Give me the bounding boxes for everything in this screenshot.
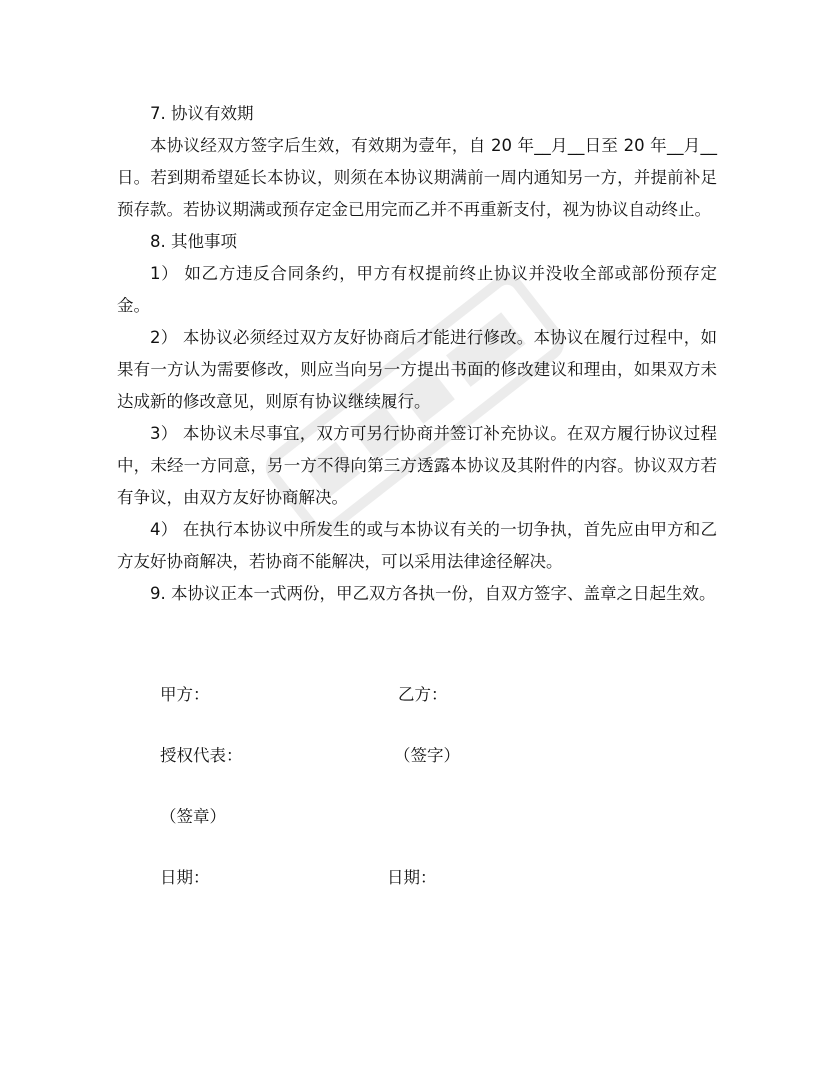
other-item-3: 3） 本协议未尽事宜，双方可另行协商并签订补充协议。在双方履行协议过程中，未经一方同意，另一方不得向第三方透露本协议及其附件的内容。协议双方若有争议，由双方友好协商解决。 [117, 424, 717, 507]
document-body [117, 98, 717, 610]
party-b-label: 乙方： [398, 685, 448, 704]
sign-label: （签字） [394, 746, 460, 765]
other-item-2: 2） 本协议必须经过双方友好协商后才能进行修改。本协议在履行过程中，如果有一方认为需要修改，则应当向另一方提出书面的修改建议和理由，如果双方未达成新的修改意见，则原有协议继续履行。 [117, 328, 717, 411]
seal-label: （签章） [160, 807, 226, 826]
clause-9-paragraph: 9. 本协议正本一式两份，甲乙双方各执一份，自双方签字、盖章之日起生效。 [150, 584, 716, 603]
section-heading-validity: 7. 协议有效期 [150, 104, 254, 123]
other-item-4: 4） 在执行本协议中所发生的或与本协议有关的一切争执，首先应由甲方和乙方友好协商解决，若协商不能解决，可以采用法律途径解决。 [117, 520, 717, 571]
other-item-1: 1） 如乙方违反合同条约，甲方有权提前终止协议并没收全部或部份预存定金。 [117, 264, 717, 315]
party-a-label: 甲方： [160, 685, 210, 704]
date-b-label: 日期： [387, 868, 437, 887]
authorized-rep-label: 授权代表： [160, 746, 243, 765]
date-a-label: 日期： [160, 868, 210, 887]
validity-paragraph: 本协议经双方签字后生效，有效期为壹年，自 20 年__月__日至 20 年__月__日。若到期希望延长本协议，则须在本协议期满前一周内通知另一方，并提前补足预存款。若协议期满或预存定金已用完而乙并不再重新支付，视为协议自动终止。 [117, 136, 717, 219]
section-heading-other: 8. 其他事项 [150, 232, 237, 251]
